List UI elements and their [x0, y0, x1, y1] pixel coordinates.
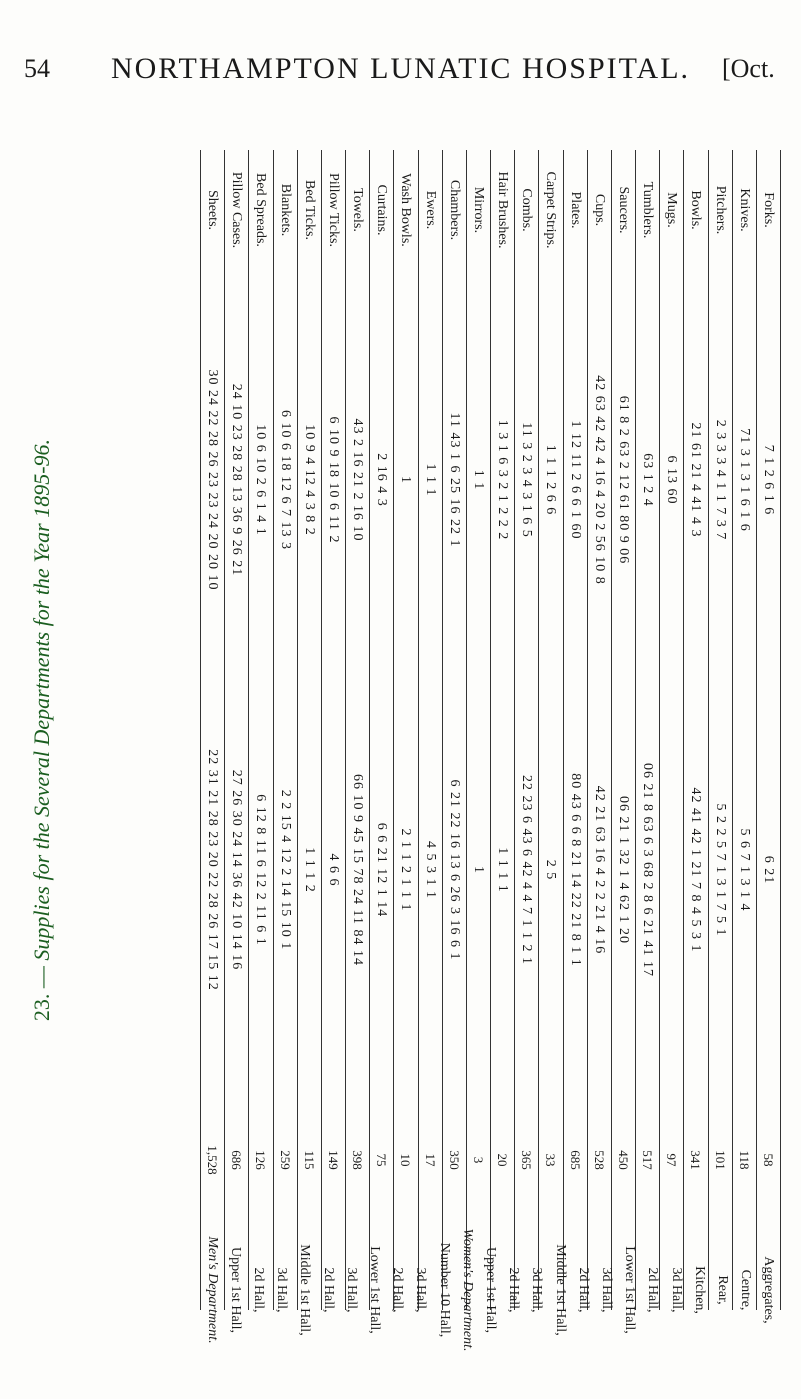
column-women-values: 6 21 22 16 13 6 26 3 16 6 1: [446, 779, 462, 961]
column-women-values: 2 5: [543, 859, 559, 881]
column-men-values: 24 10 23 28 28 13 36 9 26 21: [229, 383, 245, 577]
column-women-values: 6 6 21 12 1 14: [374, 822, 390, 918]
column-header: Cups.: [591, 193, 607, 227]
column-women-values: 22 23 6 43 6 42 4 4 7 1 1 2 1: [519, 775, 535, 965]
column-women-values: 22 31 21 28 23 20 22 28 26 17 15 12: [205, 749, 221, 991]
column-rule: [708, 150, 709, 1310]
column-women-values: 2 1 1 2 1 1 1: [398, 828, 414, 912]
column-header: Knives.: [736, 188, 752, 232]
column-rule: [273, 150, 274, 1310]
row-label: Middle 1st Hall,: [552, 1244, 568, 1336]
column-women-values: 66 10 9 45 15 78 24 11 84 14: [350, 774, 366, 966]
column-header: Pillow Ticks.: [325, 173, 341, 247]
column-total: 517: [640, 1150, 656, 1170]
column-total: 10: [398, 1153, 414, 1167]
column-women-values: 06 21 8 63 6 3 68 2 8 6 21 41 17: [640, 763, 656, 977]
column-total: 118: [736, 1150, 752, 1170]
column-total: 75: [374, 1153, 390, 1167]
column-header: Hair Brushes.: [495, 171, 511, 249]
column-header: Mugs.: [664, 192, 680, 228]
column-header: Chambers.: [446, 179, 462, 241]
column-header: Plates.: [567, 191, 583, 229]
column-men-values: 6 10 9 18 10 6 11 2: [325, 416, 341, 544]
column-men-values: 11 3 2 3 4 3 1 6 5: [519, 422, 535, 538]
column-total: 685: [567, 1150, 583, 1170]
column-total: 97: [664, 1153, 680, 1167]
column-rule: [418, 150, 419, 1310]
column-men-values: 63 1 2 4: [640, 453, 656, 507]
column-rule: [514, 150, 515, 1310]
column-total: 350: [446, 1150, 462, 1170]
column-men-values: 6 13 60: [664, 455, 680, 505]
column-rule: [587, 150, 588, 1310]
column-total: 259: [277, 1150, 293, 1170]
column-men-values: 43 2 16 21 2 16 10: [350, 418, 366, 542]
column-total: 1,528: [205, 1145, 221, 1175]
column-men-values: 2 16 4 3: [374, 453, 390, 507]
column-rule: [297, 150, 298, 1310]
column-women-values: 4 5 3 1 1: [422, 841, 438, 899]
column-rule: [369, 150, 370, 1310]
column-header: Bed Spreads.: [253, 173, 269, 247]
row-label: 3d Hall,: [529, 1267, 545, 1313]
column-rule: [345, 150, 346, 1310]
column-total: 17: [422, 1153, 438, 1167]
column-men-values: 1 3 1 6 3 2 1 2 2 2: [495, 419, 511, 541]
column-total: 450: [615, 1150, 631, 1170]
column-header: Forks.: [760, 192, 776, 228]
column-rule: [466, 150, 467, 1310]
column-total: 341: [688, 1150, 704, 1170]
row-label: Rear,: [715, 1275, 730, 1305]
column-rule: [780, 150, 781, 1310]
column-women-values: 4 6 6: [325, 853, 341, 887]
column-rule: [224, 150, 225, 1310]
column-rule: [490, 150, 491, 1310]
column-rule: [659, 150, 660, 1310]
column-rule: [563, 150, 564, 1310]
column-men-values: 1 12 11 2 6 6 1 60: [567, 420, 583, 540]
column-men-values: 21 61 21 4 41 4 3: [688, 422, 704, 538]
column-total: 115: [301, 1150, 317, 1170]
column-header: Saucers.: [615, 186, 631, 234]
column-men-values: 30 24 22 28 26 23 23 24 20 20 10: [205, 369, 221, 591]
column-rule: [248, 150, 249, 1310]
row-label: Upper 1st Hall,: [227, 1247, 243, 1333]
column-men-values: 1 1 1 2 6 6: [543, 444, 559, 516]
column-header: Sheets.: [205, 189, 221, 231]
column-women-values: 1 1 1 2: [301, 847, 317, 893]
row-label: 2d Hall,: [251, 1267, 266, 1313]
column-header: Carpet Strips.: [543, 171, 559, 249]
row-label: Kitchen,: [691, 1266, 707, 1314]
column-total: 58: [760, 1153, 776, 1167]
column-rule: [732, 150, 733, 1310]
column-men-values: 1: [398, 476, 414, 484]
section-label: Women's Department.: [459, 1228, 475, 1352]
column-total: 101: [712, 1150, 728, 1170]
column-header: Curtains.: [374, 184, 390, 236]
column-total: 33: [543, 1153, 559, 1167]
column-men-values: 7 1 2 6 1 6: [760, 444, 776, 516]
row-label: 3d Hall,: [599, 1267, 614, 1313]
row-label: 2d Hall,: [506, 1267, 522, 1313]
column-men-values: 42 63 42 42 4 16 4 20 2 56 10 8: [591, 375, 607, 585]
column-women-values: 42 21 63 16 4 2 2 21 4 16: [591, 785, 607, 955]
row-label: Upper 1st Hall,: [483, 1247, 498, 1333]
column-header: Pillow Cases.: [229, 171, 245, 249]
column-women-values: 2 2 15 4 12 2 14 15 10 1: [277, 789, 293, 951]
column-total: 686: [229, 1150, 245, 1170]
column-women-values: 27 26 30 24 14 36 42 10 14 16: [229, 769, 245, 971]
row-label: Lower 1st Hall,: [622, 1246, 638, 1334]
column-women-values: 6 21: [760, 855, 776, 885]
column-women-values: 06 21 1 32 1 4 62 1 20: [615, 796, 631, 944]
column-women-values: 80 43 6 6 8 21 14 22 21 8 1 1: [567, 773, 583, 967]
row-label: 2d Hall,: [575, 1267, 591, 1313]
column-total: 3: [470, 1156, 486, 1164]
column-header: Blankets.: [277, 183, 293, 237]
row-label: 3d Hall,: [413, 1267, 429, 1313]
row-label: 3d Hall,: [668, 1267, 684, 1313]
column-rule: [756, 150, 757, 1310]
row-label: Number 10 Hall,: [436, 1242, 452, 1338]
column-men-values: 1 1: [470, 469, 486, 491]
column-header: Wash Bowls.: [398, 173, 414, 247]
row-label: 2d Hall,: [390, 1267, 406, 1313]
column-header: Pitchers.: [712, 185, 728, 235]
column-men-values: 61 8 2 63 2 12 61 80 9 06: [615, 395, 631, 565]
row-label: 2d Hall,: [320, 1267, 336, 1313]
column-header: Ewers.: [422, 190, 438, 230]
column-women-values: 5 2 2 5 7 1 3 1 7 5 1: [712, 803, 728, 937]
column-rule: [635, 150, 636, 1310]
column-rule: [393, 150, 394, 1310]
column-header: Bed Ticks.: [301, 180, 317, 240]
column-women-values: 1: [470, 866, 486, 874]
row-label: 2d Hall,: [645, 1267, 661, 1313]
column-men-values: 71 3 1 3 1 6 1 6: [736, 428, 752, 532]
column-total: 20: [495, 1153, 511, 1167]
column-header: Combs.: [519, 188, 535, 232]
column-rule: [321, 150, 322, 1310]
column-men-values: 10 6 10 2 6 1 4 1: [253, 424, 269, 536]
section-label: Men's Department.: [204, 1236, 220, 1344]
column-men-values: 1 1 1: [422, 463, 438, 497]
column-rule: [538, 150, 539, 1310]
row-label: Middle 1st Hall,: [297, 1244, 313, 1336]
row-label: 3d Hall,: [343, 1267, 359, 1313]
column-men-values: 2 3 3 3 4 1 1 7 3 7: [712, 419, 728, 541]
row-label: Aggregates,: [761, 1256, 777, 1324]
column-men-values: 6 10 6 18 12 6 7 13 3: [277, 410, 293, 550]
column-total: 365: [519, 1150, 535, 1170]
page-month: [Oct.: [722, 54, 775, 83]
column-total: 398: [350, 1150, 366, 1170]
column-rule: [611, 150, 612, 1310]
caption-lead: 23. —: [29, 960, 54, 1022]
column-header: Tumblers.: [640, 181, 656, 239]
column-women-values: 6 12 8 11 6 12 2 11 6 1: [253, 794, 269, 946]
row-label: Centre,: [738, 1269, 754, 1311]
column-header: Bowls.: [688, 190, 704, 230]
column-header: Mirrors.: [470, 186, 486, 234]
column-total: 126: [253, 1150, 269, 1170]
column-men-values: 11 43 1 6 25 16 22 1: [446, 412, 462, 548]
column-women-values: 1 1 1 1: [495, 847, 511, 893]
column-total: 528: [591, 1150, 607, 1170]
column-women-values: 42 41 42 1 21 7 8 4 5 3 1: [688, 787, 704, 953]
column-men-values: 10 9 4 12 4 3 8 2: [301, 424, 317, 536]
row-label: 3d Hall,: [274, 1267, 290, 1313]
row-label: Lower 1st Hall,: [367, 1246, 382, 1334]
column-rule: [200, 150, 201, 1310]
caption-text: Supplies for the Several Departments for the Year 1895-96.: [29, 438, 54, 961]
column-rule: [683, 150, 684, 1310]
column-total: 149: [325, 1150, 341, 1170]
column-header: Towels.: [350, 188, 366, 232]
page-number: 54: [24, 54, 50, 83]
column-women-values: 5 6 7 1 3 1 4: [736, 828, 752, 912]
page-title: NORTHAMPTON LUNATIC HOSPITAL.: [110, 52, 691, 85]
column-rule: [442, 150, 443, 1310]
